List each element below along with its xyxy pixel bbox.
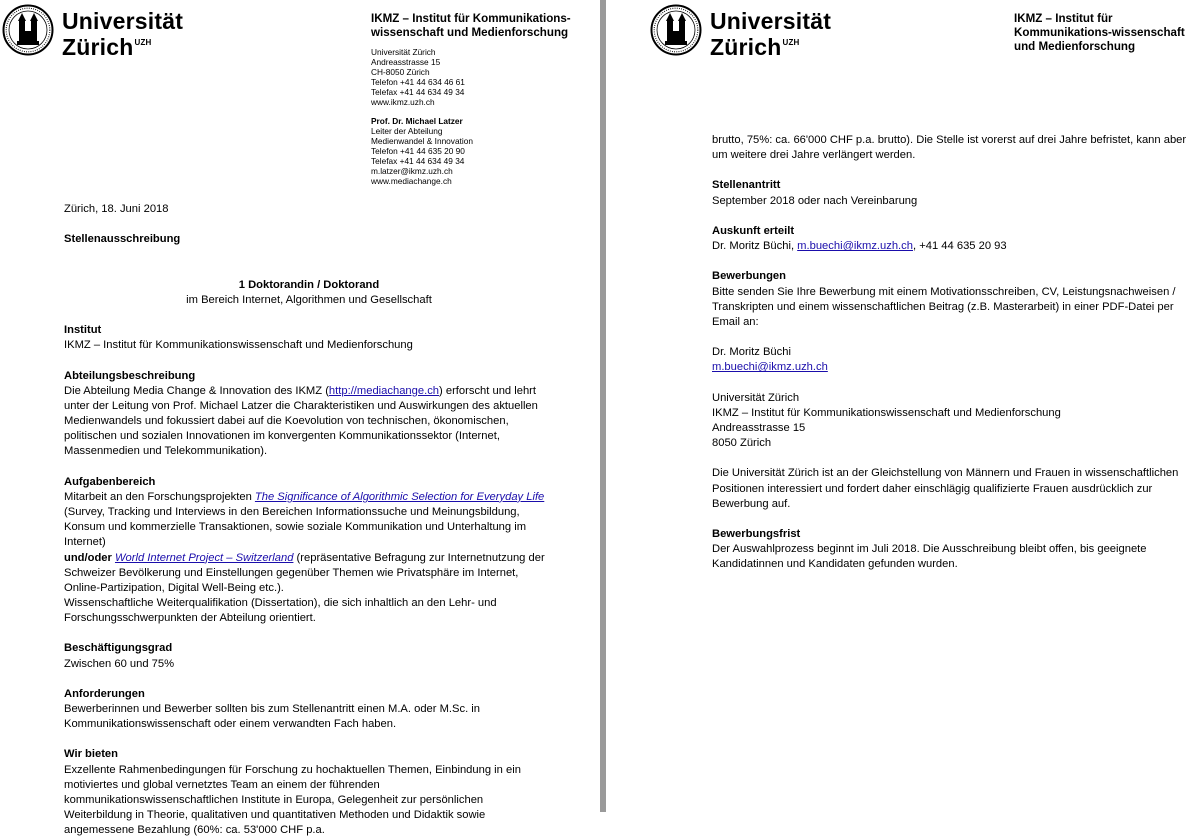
university-seal-icon	[2, 4, 54, 56]
address-line: www.ikmz.uzh.ch	[371, 96, 435, 107]
prof-line: Telefon +41 44 635 20 90	[371, 146, 465, 157]
section-heading-institut: Institut	[64, 324, 102, 337]
logo-city-text: Zürich	[62, 34, 134, 60]
logo-uzh-text: UZH	[134, 38, 152, 47]
aufgaben-project1-detail: (Survey, Tracking und Interviews in den Bereichen Informationssuche und Meinungsbildung, Konsum und kommerzielle Transaktionen, sowie soziale Kommunikation und Unterhaltung im Internet)	[64, 506, 527, 549]
postal-line: Andreasstrasse 15	[712, 421, 806, 434]
uzh-logo	[650, 4, 831, 58]
document-page-1	[0, 0, 600, 837]
section-heading-frist: Bewerbungsfrist	[712, 527, 801, 540]
logo-city-text: Zürich	[710, 34, 782, 60]
gleichstellung-text: Die Universität Zürich ist an der Gleichstellung von Männern und Frauen in wissenschaftlichen Positionen interessiert und fordert daher einschlägig qualifizierte Frauen ausdrücklich zur Bewerbung auf.	[712, 467, 1179, 510]
document-page-2	[606, 0, 1200, 812]
logo-university-text: Universität	[710, 8, 832, 34]
continuation-text: brutto, 75%: ca. 66'000 CHF p.a. brutto). Die Stelle ist vorerst auf drei Jahre befristet, kann aber um weitere drei Jahre verlängert werden.	[712, 134, 1187, 162]
position-title: 1 Doktorandin / Doktorand	[238, 278, 380, 291]
prof-name: Prof. Dr. Michael Latzer	[371, 116, 463, 127]
section-heading-antritt: Stellenantritt	[712, 179, 781, 192]
uzh-logo	[2, 4, 183, 58]
section-heading-bewerbungen: Bewerbungen	[712, 270, 786, 283]
section-heading-anforderungen: Anforderungen	[64, 687, 145, 700]
bieten-text: Exzellente Rahmenbedingungen für Forschung zu hochaktuellen Themen, Einbindung in ein motiviertes und global vernetztes Team an einem der führenden kommunikationswissenschaftlichen Institute in Europa, Gelegenheit zur persönlichen Weiterbildung in Theorie, qualitativen und quantitativen Methoden und Didaktik sowie angemessene Bezahlung (60%: ca. 53'000 CHF p.a.	[64, 763, 521, 837]
address-line: Telefon +41 44 634 46 61	[371, 76, 465, 87]
postal-line: 8050 Zürich	[712, 437, 772, 450]
section-heading-aufgaben: Aufgabenbereich	[64, 475, 156, 488]
auskunft-text: Dr. Moritz Büchi, m.buechi@ikmz.uzh.ch, +41 44 635 20 93	[712, 240, 1007, 253]
contact-name: Dr. Moritz Büchi	[712, 346, 791, 359]
section-heading-bieten: Wir bieten	[64, 748, 118, 761]
project-world-internet-link[interactable]: World Internet Project – Switzerland	[114, 551, 294, 564]
prof-line: Medienwandel & Innovation	[371, 136, 473, 147]
aufgaben-project1: Mitarbeit an den Forschungsprojekten The Significance of Algorithmic Selection for Everyday Life	[64, 490, 545, 503]
university-seal-icon	[650, 4, 702, 56]
prof-line: Telefax +41 44 634 49 34	[371, 155, 465, 166]
aufgaben-project2: und/oder World Internet Project – Switzerland (repräsentative Befragung zur Internetnutzung der Schweizer Bevölkerung und Einstellungen gegenüber Themen wie Privatsphäre im Internet, Online-Partizipation, Digital Well-Being etc.).	[64, 551, 545, 594]
institut-text: IKMZ – Institut für Kommunikationswissenschaft und Medienforschung	[64, 339, 413, 352]
document-title: Stellenausschreibung	[64, 233, 181, 246]
institute-name: IKMZ – Institut für Kommunikations-wissenschaft und Medienforschung	[1014, 12, 1185, 53]
institute-name: IKMZ – Institut für Kommunikations-wissenschaft und Medienforschung	[371, 12, 571, 39]
aufgaben-weiterqualifikation: Wissenschaftliche Weiterqualifikation (Dissertation), die sich inhaltlich an den Lehr- und Forschungsschwerpunkten der Abteilung orientiert.	[64, 596, 497, 625]
address-line: Andreasstrasse 15	[371, 56, 441, 67]
anforderungen-text: Bewerberinnen und Bewerber sollten bis zum Stellenantritt einen M.A. oder M.Sc. in Kommunikationswissenschaft oder einem verwandten Fach haben.	[64, 703, 481, 731]
logo-university-text: Universität	[62, 8, 184, 34]
section-heading-auskunft: Auskunft erteilt	[712, 224, 795, 237]
project-algorithmic-selection-link[interactable]: The Significance of Algorithmic Selection for Everyday Life	[254, 490, 545, 503]
address-line: Telefax +41 44 634 49 34	[371, 86, 465, 97]
page-1-body	[64, 202, 554, 838]
address-line: CH-8050 Zürich	[371, 66, 430, 77]
postal-line: IKMZ – Institut für Kommunikationswissenschaft und Medienforschung	[712, 406, 1061, 419]
page-2-body	[712, 133, 1198, 572]
bewerbungen-text: Bitte senden Sie Ihre Bewerbung mit einem Motivationsschreiben, CV, Leistungsnachweisen / Transkripten und einem wissenschaftlichen Beitrag (z.B. Masterarbeit) in einer PDF-Datei per Email an:	[712, 285, 1176, 328]
prof-line: Leiter der Abteilung	[371, 126, 443, 137]
mediachange-link[interactable]: http://mediachange.ch	[328, 384, 440, 397]
letterhead-address	[371, 48, 473, 187]
section-heading-abteilung: Abteilungsbeschreibung	[64, 369, 196, 382]
auskunft-email-link[interactable]: m.buechi@ikmz.uzh.ch	[797, 240, 913, 253]
grad-text: Zwischen 60 und 75%	[64, 657, 175, 670]
frist-text: Der Auswahlprozess beginnt im Juli 2018. Die Ausschreibung bleibt offen, bis geeignete Kandidatinnen und Kandidaten gefunden wurden.	[712, 543, 1147, 571]
abteilung-text: Die Abteilung Media Change & Innovation des IKMZ (http://mediachange.ch) erforscht und lehrt unter der Leitung von Prof. Michael Latzer die Charakteristiken und Auswirkungen des aktuellen Medienwandels und fokussiert dabei auf die Koevolution von technischen, ökonomischen, politischen und sozialen Innovationen im konvergenten Kommunikationssektor (Internet, Massenmedien und Telekommunikation).	[64, 384, 538, 458]
postal-line: Universität Zürich	[712, 391, 800, 404]
address-line: Universität Zürich	[371, 47, 436, 57]
contact-email-link[interactable]: m.buechi@ikmz.uzh.ch	[712, 361, 828, 374]
prof-line: m.latzer@ikmz.uzh.ch	[371, 165, 453, 176]
antritt-text: September 2018 oder nach Vereinbarung	[712, 194, 918, 207]
prof-line: www.mediachange.ch	[371, 175, 452, 186]
position-subtitle: im Bereich Internet, Algorithmen und Gesellschaft	[186, 293, 432, 306]
section-heading-grad: Beschäftigungsgrad	[64, 642, 173, 655]
logo-uzh-text: UZH	[782, 38, 800, 47]
letter-date: Zürich, 18. Juni 2018	[64, 203, 169, 215]
